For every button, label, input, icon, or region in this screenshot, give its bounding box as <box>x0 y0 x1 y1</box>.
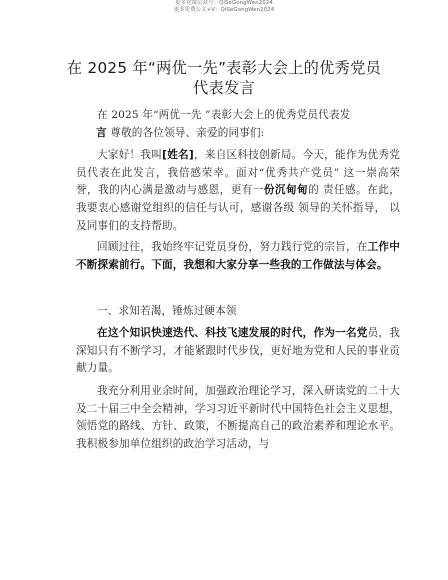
paragraph-3-bold: 份沉甸甸 <box>263 184 309 197</box>
paragraph-6-bold: 在这个知识快速迭代、科技飞速发展的时代，作为一名党 <box>97 327 368 339</box>
paragraph-6-text: 员，我深知只有不断学习，才能紧跟时代步伐，更好地为党和人民的事业贡献力量。 <box>76 327 401 375</box>
paragraph-7: 我充分利用业余时间，加强政治理论学习，深入研读党的二十大及二十届三中全会精神，学习习近平新时代中国特色社会主义思想，领悟党的路线、方针、政策，不断提高自己的政治素养和理论水平。我积极参加单位组织的政治学习活动，与 <box>76 385 400 451</box>
header-line-2: 更多免费公文+V：QiSeGongWen2024 <box>173 7 275 14</box>
paragraph-3 <box>76 147 400 236</box>
header-line-1: 更多党课公众号：QiSeGongWen2024 <box>175 0 273 6</box>
page-header <box>0 0 448 14</box>
paragraph-4-bold: 工作中不断探索前行。下面，我想和大家分享一些我的工作做法与体会。 <box>76 241 401 271</box>
section-heading-1: 一、求知若渴，锤炼过硬本领 <box>97 305 237 317</box>
document-title <box>30 58 418 98</box>
paragraph-4 <box>76 239 400 274</box>
paragraph-2-text: 尊敬的各位领导、亲爱的同事们: <box>106 127 265 139</box>
paragraph-6 <box>76 325 400 378</box>
title-line-1: 在 2025 年“两优一先”表彰大会上的优秀党员 <box>66 59 382 77</box>
paragraph-3-text-a: 大家好！我叫 <box>97 149 163 161</box>
paragraph-3-text-b: ，来自区科技创新局。今天，能作为优秀党员代表在此发言，我倍感荣幸。面对“优秀共产党员” 这一崇高荣誉，我的内心满是激动与感恩，更有一 <box>76 149 400 197</box>
paragraph-4-text: 回顾过往，我始终牢记党员身份，努力践行党的宗旨，在 <box>97 241 368 253</box>
paragraph-3-text-c: 的 责任感。在此，我要衷心感谢党组织的信任与认可，感谢各级 领导的关怀指导， 以及同事们的支持帮助。 <box>76 184 400 232</box>
paragraph-3-name: [姓名] <box>162 149 194 161</box>
paragraph-2 <box>96 125 400 143</box>
paragraph-1: 在 2025 年“两优一先 ”表彰大会上的优秀党员代表发 <box>97 109 351 121</box>
paragraph-2-bold: 言 <box>96 127 107 139</box>
title-line-2: 代表发言 <box>193 79 255 97</box>
